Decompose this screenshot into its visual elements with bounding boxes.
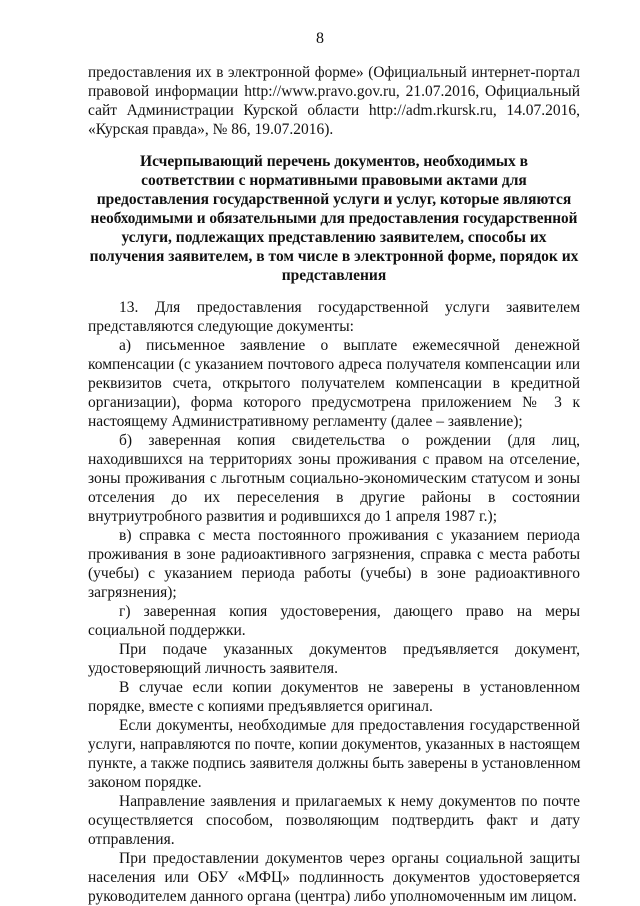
body-line: реквизитов счета, открытого получателем компенсации в кредитной	[88, 375, 580, 392]
body-line: 13. Для предоставления государственной услуги заявителем	[119, 299, 580, 316]
section-heading-line: Исчерпывающий перечень документов, необходимых в	[140, 153, 528, 170]
body-line: (учебы) с указанием периода работы (учебы) в зоне радиоактивного	[88, 565, 580, 582]
body-line: В случае если копии документов не заверены в установленном	[119, 679, 580, 696]
body-line: проживания в зоне радиоактивного загрязнения, справка с места работы	[88, 546, 580, 563]
body-line: загрязнения);	[88, 584, 177, 601]
body-line: отселения до их переселения в другие районы в состоянии	[88, 489, 580, 506]
body-line: г) заверенная копия удостоверения, дающего право на меры	[119, 603, 580, 620]
body-line: находившихся на территориях зоны проживания с правом на отселение,	[88, 451, 580, 468]
page-number: 8	[316, 30, 324, 47]
section-heading-line: необходимыми и обязательными для предоставления государственной	[90, 210, 578, 227]
intro-line: «Курская правда», № 86, 19.07.2016).	[88, 121, 334, 138]
body-line: компенсации (с указанием почтового адреса получателя компенсации или	[88, 356, 580, 373]
body-line: руководителем данного органа (центра) либо уполномоченным им лицом.	[88, 888, 577, 905]
section-heading-line: услуги, подлежащих представлению заявителем, способы их	[121, 229, 547, 246]
body-line: зоны проживания с льготным социально-экономическим статусом и зоны	[88, 470, 580, 487]
body-line: законом порядке.	[88, 774, 202, 791]
body-line: организации), форма которого предусмотрена приложением № 3 к	[88, 394, 580, 411]
body-line: в) справка с места постоянного проживания с указанием периода	[119, 527, 580, 544]
body-line: Если документы, необходимые для предоставления государственной	[119, 717, 580, 734]
body-line: порядке, вместе с копиями предъявляется оригинал.	[88, 698, 433, 715]
body-line: Направление заявления и прилагаемых к нему документов по почте	[119, 793, 580, 810]
body-line: отправления.	[88, 831, 175, 848]
intro-line: предоставления их в электронной форме» (Официальный интернет-портал	[88, 64, 580, 81]
body-line: населения или ОБУ «МФЦ» подлинность документов удостоверяется	[88, 869, 580, 886]
body-line: настоящему Административному регламенту (далее – заявление);	[88, 413, 523, 430]
body-line: При предоставлении документов через органы социальной защиты	[119, 850, 580, 867]
section-heading-line: соответствии с нормативными правовыми актами для	[141, 172, 527, 189]
body-line: а) письменное заявление о выплате ежемесячной денежной	[119, 337, 580, 354]
body-line: внутриутробного развития и родившихся до 1 апреля 1987 г.);	[88, 508, 497, 525]
intro-line: сайт Администрации Курской области http://adm.rkursk.ru, 14.07.2016,	[88, 102, 580, 119]
section-heading-line: предоставления государственной услуги и услуг, которые являются	[96, 191, 572, 208]
section-heading-line: представления	[281, 267, 387, 284]
intro-line: правовой информации http://www.pravo.gov.ru, 21.07.2016, Официальный	[88, 83, 580, 100]
body-line: б) заверенная копия свидетельства о рождении (для лиц,	[119, 432, 580, 449]
section-heading-line: получения заявителем, в том числе в электронной форме, порядок их	[89, 248, 579, 265]
body-line: представляются следующие документы:	[88, 318, 354, 335]
body-line: удостоверяющий личность заявителя.	[88, 660, 338, 677]
body-line: осуществляется способом, позволяющим подтвердить факт и дату	[88, 812, 580, 829]
body-line: социальной поддержки.	[88, 622, 246, 639]
body-line: При подаче указанных документов предъявляется документ,	[119, 641, 580, 658]
body-line: услуги, направляются по почте, копии документов, указанных в настоящем	[88, 736, 580, 753]
body-line: пункте, а также подпись заявителя должны быть заверены в установленном	[88, 755, 581, 772]
